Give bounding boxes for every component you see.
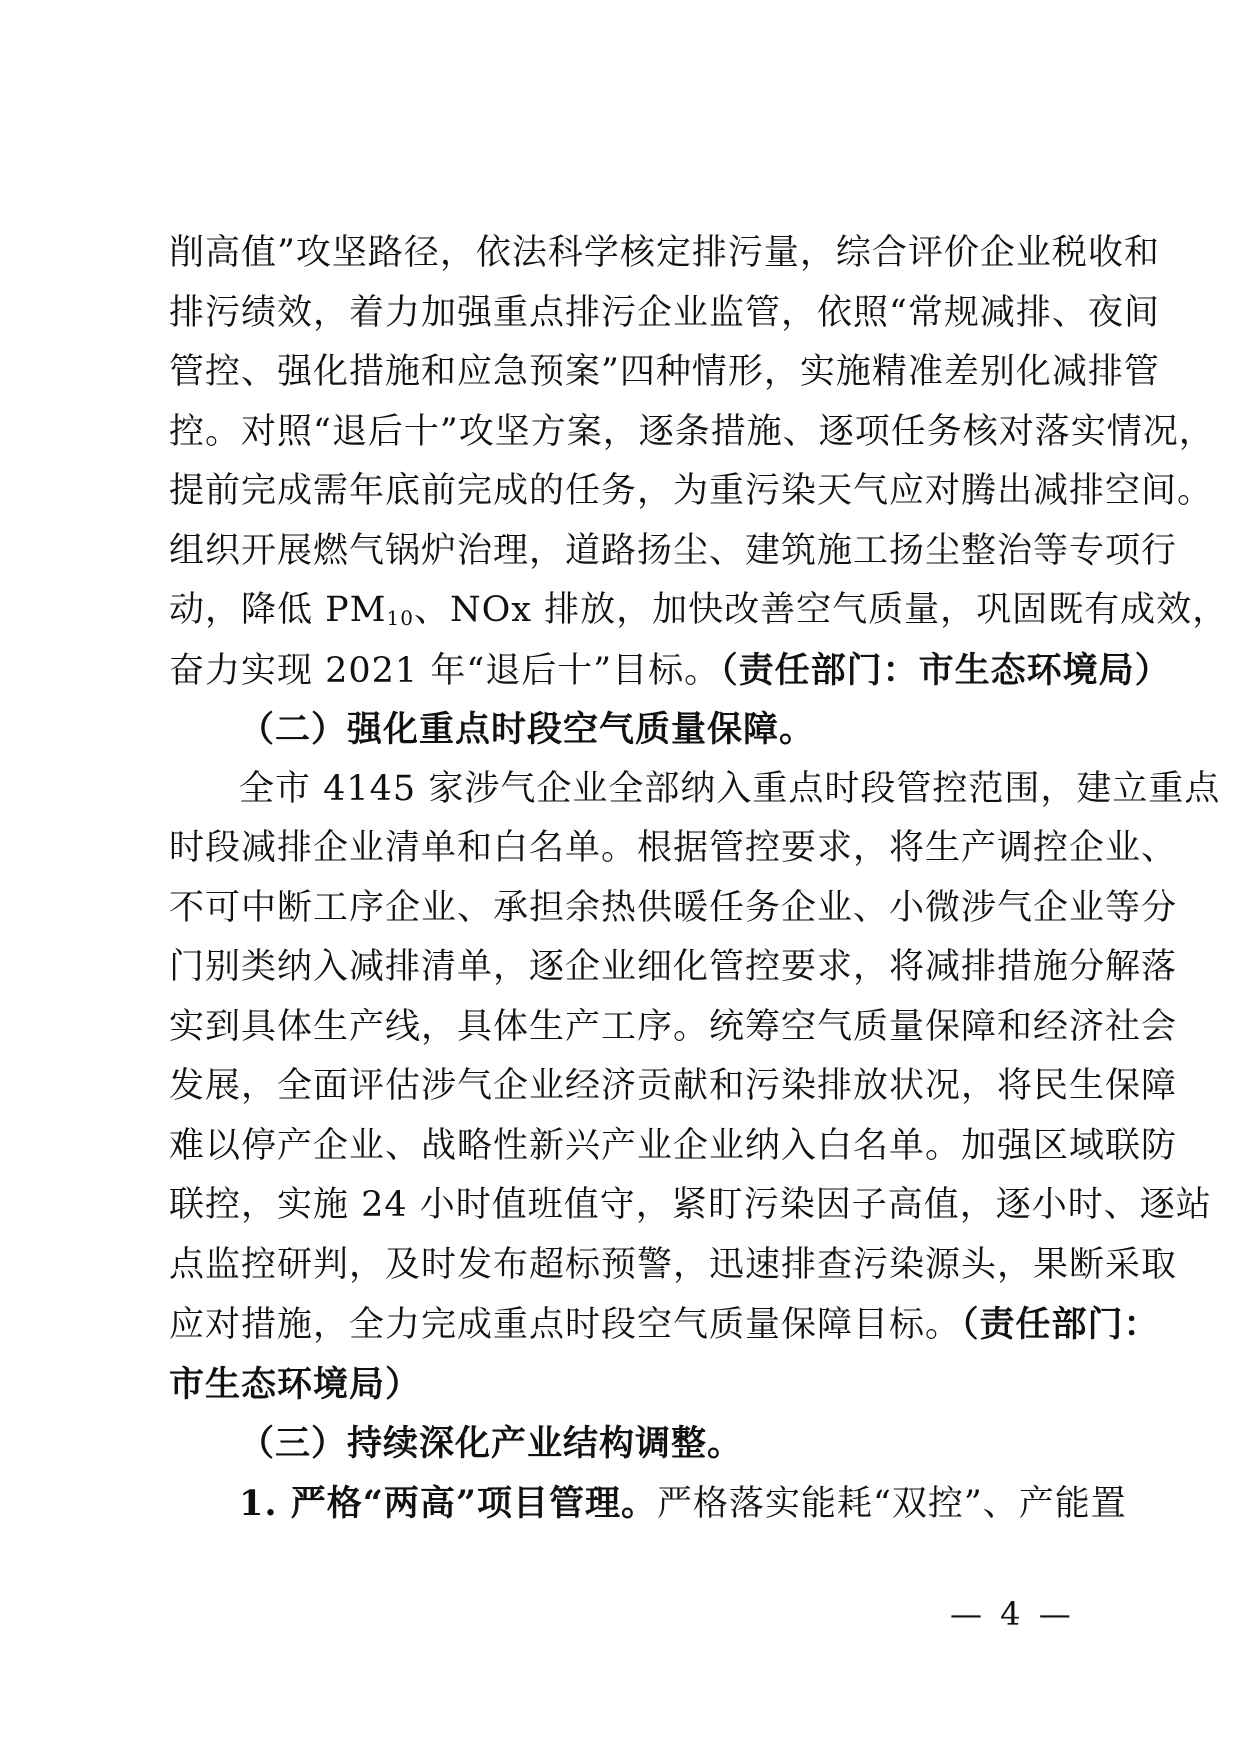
paragraph-line: 联控，实施 24 小时值班值守，紧盯污染因子高值，逐小时、逐站 xyxy=(169,1185,1212,1225)
paragraph-line: 削高值”攻坚路径，依法科学核定排污量，综合评价企业税收和 xyxy=(169,233,1160,273)
document-body xyxy=(169,224,1229,1533)
line-text: 动，降低 PM xyxy=(169,590,387,630)
paragraph-line: 全市 4145 家涉气企业全部纳入重点时段管控范围，建立重点 xyxy=(239,768,1221,809)
paragraph-line: 排污绩效，着力加强重点排污企业监管，依照“常规减排、夜间 xyxy=(169,292,1160,333)
paragraph-line: 难以停产企业、战略性新兴产业企业纳入白名单。加强区域联防 xyxy=(169,1125,1178,1166)
item-title: 1. 严格“两高”项目管理。 xyxy=(239,1482,657,1524)
section-heading: （二）强化重点时段空气质量保障。 xyxy=(239,709,816,750)
paragraph-line: 控。对照“退后十”攻坚方案，逐条措施、逐项任务核对落实情况， xyxy=(169,411,1215,452)
page-number: — 4 — xyxy=(950,1595,1075,1633)
responsible-department: （责任部门：市生态环境局） xyxy=(720,649,1171,691)
line-text: 奋力实现 2021 年“退后十”目标。 xyxy=(169,650,721,691)
paragraph-line xyxy=(169,641,1171,701)
paragraph-line: 实到具体生产线，具体生产工序。统筹空气质量保障和经济社会 xyxy=(169,1006,1178,1047)
paragraph-line: 门别类纳入减排清单，逐企业细化管控要求，将减排措施分解落 xyxy=(169,947,1178,987)
paragraph-line: 组织开展燃气锅炉治理，道路扬尘、建筑施工扬尘整治等专项行 xyxy=(169,530,1178,571)
responsible-department: 市生态环境局） xyxy=(169,1363,422,1405)
paragraph-line: 时段减排企业清单和白名单。根据管控要求，将生产调控企业、 xyxy=(169,828,1178,868)
section-heading: （三）持续深化产业结构调整。 xyxy=(239,1423,744,1464)
item-text: 严格落实能耗“双控”、产能置 xyxy=(657,1483,1127,1524)
paragraph-line: 不可中断工序企业、承担余热供暖任务企业、小微涉气企业等分 xyxy=(169,887,1178,928)
paragraph-line xyxy=(169,581,1229,641)
list-item xyxy=(169,1474,1127,1534)
line-text: 、NOx 排放，加快改善空气质量，巩固既有成效， xyxy=(413,590,1229,630)
paragraph-line: 发展，全面评估涉气企业经济贡献和污染排放状况，将民生保障 xyxy=(169,1066,1178,1106)
paragraph-line: 提前完成需年底前完成的任务，为重污染天气应对腾出减排空间。 xyxy=(169,471,1214,511)
paragraph-line: 管控、强化措施和应急预案”四种情形，实施精准差别化减排管 xyxy=(169,352,1160,392)
responsible-department: （责任部门： xyxy=(961,1304,1160,1345)
subscript: 10 xyxy=(386,606,414,630)
paragraph-line: 点监控研判，及时发布超标预警，迅速排查污染源头，果断采取 xyxy=(169,1244,1178,1285)
paragraph-line xyxy=(169,1295,1160,1355)
line-text: 应对措施，全力完成重点时段空气质量保障目标。 xyxy=(169,1305,962,1345)
